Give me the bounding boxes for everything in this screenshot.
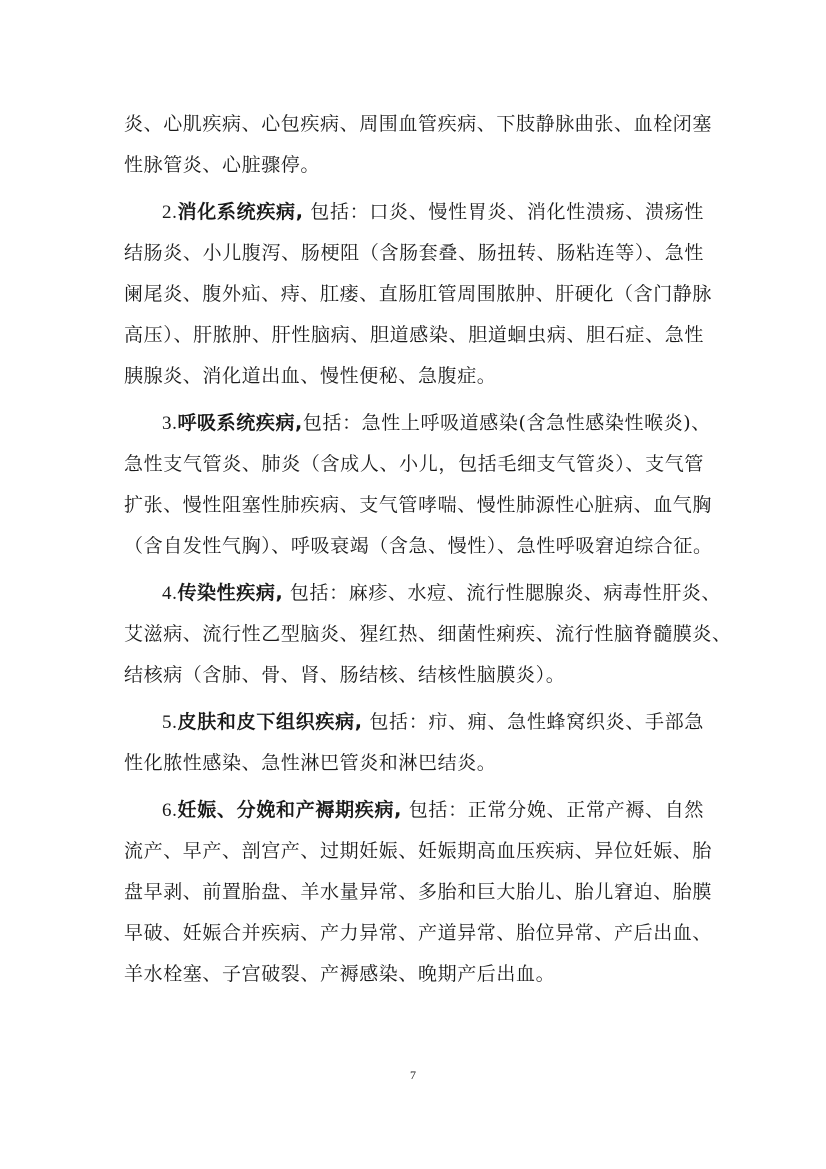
section-heading [162,711,363,733]
paragraph-respiratory-diseases [124,403,713,567]
section-title: 呼吸系统疾病, [177,412,303,434]
text-line: 扩张、慢性阻塞性肺疾病、支气管哮喘、慢性肺源性心脏病、血气胸 [124,494,713,516]
section-title: 传染性疾病, [177,582,284,604]
paragraph-first-line [124,403,711,444]
section-intro: 包括：疖、痈、急性蜂窝织炎、手部急 [362,711,704,733]
text-line: （含自发性气胸）、呼吸衰竭（含急、慢性）、急性呼吸窘迫综合征。 [124,535,713,557]
paragraph-first-line [124,192,704,233]
section-title: 皮肤和皮下组织疾病, [177,711,363,733]
text-line: 艾滋病、流行性乙型脑炎、猩红热、细菌性痢疾、流行性脑脊髓膜炎、 [124,623,732,645]
section-number: 2. [162,202,178,223]
paragraph-first-line [124,573,722,614]
section-heading [162,582,283,604]
text-line: 结核病（含肺、骨、肾、肠结核、结核性脑膜炎）。 [124,664,566,686]
paragraph-pregnancy-diseases [124,790,713,995]
section-intro: 包括：口炎、慢性胃炎、消化性溃疡、溃疡性 [303,201,704,223]
paragraph-first-line [124,702,704,743]
paragraph-cardiovascular-continuation [124,104,713,186]
paragraph-first-line [124,790,704,831]
text-line: 高压）、肝脓肿、肝性脑病、胆道感染、胆道蛔虫病、胆石症、急性 [124,324,704,346]
paragraph-skin-diseases [124,702,704,784]
text-line: 羊水栓塞、子宫破裂、产褥感染、晚期产后出血。 [124,963,556,985]
text-line: 早破、妊娠合并疾病、产力异常、产道异常、胎位异常、产后出血、 [124,922,713,944]
text-line: 胰腺炎、消化道出血、慢性便秘、急腹症。 [124,365,497,387]
section-intro: 包括：急性上呼吸道感染(含急性感染性喉炎)、 [302,412,711,434]
section-heading [162,799,402,821]
paragraph-infectious-diseases [124,573,732,696]
section-number: 5. [162,712,178,733]
text-line: 盘早剥、前置胎盘、羊水量异常、多胎和巨大胎儿、胎儿窘迫、胎膜 [124,881,713,903]
section-intro: 包括：正常分娩、正常产褥、自然 [401,799,705,821]
text-line: 炎、心肌疾病、心包疾病、周围血管疾病、下肢静脉曲张、血栓闭塞 [124,113,713,135]
text-line: 流产、早产、剖宫产、过期妊娠、妊娠期高血压疾病、异位妊娠、胎 [124,840,713,862]
section-heading [162,201,304,223]
text-line: 性脉管炎、心脏骤停。 [124,154,321,176]
text-line: 阑尾炎、腹外疝、痔、肛瘘、直肠肛管周围脓肿、肝硬化（含门静脉 [124,283,713,305]
section-title: 妊娠、分娩和产褥期疾病, [177,799,402,821]
section-number: 3. [162,413,178,434]
section-title: 消化系统疾病, [177,201,304,223]
text-line: 性化脓性感染、急性淋巴管炎和淋巴结炎。 [124,752,497,774]
text-line: 结肠炎、小儿腹泻、肠梗阻（含肠套叠、肠扭转、肠粘连等）、急性 [124,242,704,264]
page-number: 7 [410,1068,416,1082]
paragraph-digestive-diseases [124,192,713,397]
section-heading [162,412,303,434]
text-line: 急性支气管炎、肺炎（含成人、小儿，包括毛细支气管炎）、支气管 [124,453,704,475]
section-number: 4. [162,583,178,604]
section-number: 6. [162,800,178,821]
section-intro: 包括：麻疹、水痘、流行性腮腺炎、病毒性肝炎、 [283,582,722,604]
body-text [124,104,732,1001]
